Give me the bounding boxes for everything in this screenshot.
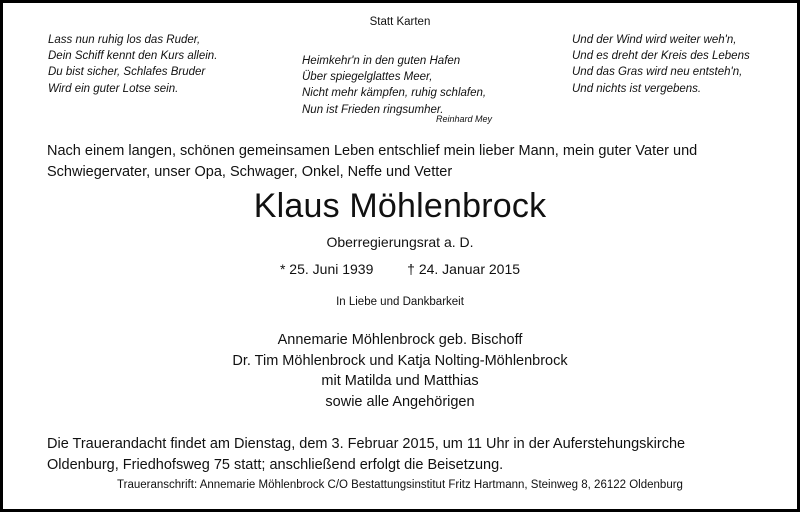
- poem-line: Und nichts ist vergebens.: [572, 82, 702, 95]
- family-line: Dr. Tim Möhlenbrock und Katja Nolting-Möhlenbrock: [232, 352, 568, 369]
- poem-line: Und es dreht der Kreis des Lebens: [572, 50, 750, 63]
- poem-line: Heimkehr'n in den guten Hafen: [302, 55, 461, 67]
- poem-left: [48, 32, 217, 97]
- deceased-name: Klaus Möhlenbrock: [253, 187, 547, 225]
- poem-line: Und der Wind wird weiter weh'n,: [572, 34, 737, 46]
- love-line: In Liebe und Dankbarkeit: [336, 296, 464, 308]
- poem-line: Du bist sicher, Schlafes Bruder: [48, 66, 206, 79]
- family-line: mit Matilda und Matthias: [321, 373, 479, 389]
- birth-date: * 25. Juni 1939: [279, 261, 374, 277]
- poem-line: Lass nun ruhig los das Ruder,: [48, 34, 201, 46]
- service-info: [47, 434, 757, 475]
- family-line: sowie alle Angehörigen: [325, 393, 475, 410]
- service-line: Die Trauerandacht findet am Dienstag, dem 3. Februar 2015, um 11 Uhr in der Auferstehungskirche: [47, 436, 686, 452]
- family-list: [3, 330, 797, 412]
- service-line: Oldenburg, Friedhofsweg 75 statt; anschließend erfolgt die Beisetzung.: [47, 456, 504, 473]
- poem-middle: [302, 53, 486, 118]
- intro-line: Nach einem langen, schönen gemeinsamen Leben entschlief mein lieber Mann, mein guter Vater und: [47, 143, 698, 159]
- mourning-address: Traueranschrift: Annemarie Möhlenbrock C/O Bestattungsinstitut Fritz Hartmann, Steinweg 8, 26122 Oldenburg: [117, 479, 683, 491]
- family-line: Annemarie Möhlenbrock geb. Bischoff: [277, 332, 523, 348]
- poem-line: Und das Gras wird neu entsteh'n,: [572, 66, 743, 79]
- intro-line: Schwiegervater, unser Opa, Schwager, Onkel, Neffe und Vetter: [47, 163, 453, 180]
- deceased-title: Oberregierungsrat a. D.: [326, 234, 474, 250]
- poem-line: Über spiegelglattes Meer,: [302, 71, 433, 84]
- poem-line: Wird ein guter Lotse sein.: [48, 82, 179, 95]
- header-statt-karten: Statt Karten: [369, 16, 431, 28]
- life-dates: [3, 261, 797, 277]
- death-date: † 24. Januar 2015: [407, 261, 521, 277]
- poem-line: Nicht mehr kämpfen, ruhig schlafen,: [302, 87, 487, 100]
- poem-author: Reinhard Mey: [436, 114, 493, 124]
- poem-line: Nun ist Frieden ringsumher.: [302, 103, 444, 116]
- intro-text: [47, 141, 757, 182]
- poem-right: [572, 32, 750, 97]
- poem-line: Dein Schiff kennt den Kurs allein.: [48, 50, 218, 63]
